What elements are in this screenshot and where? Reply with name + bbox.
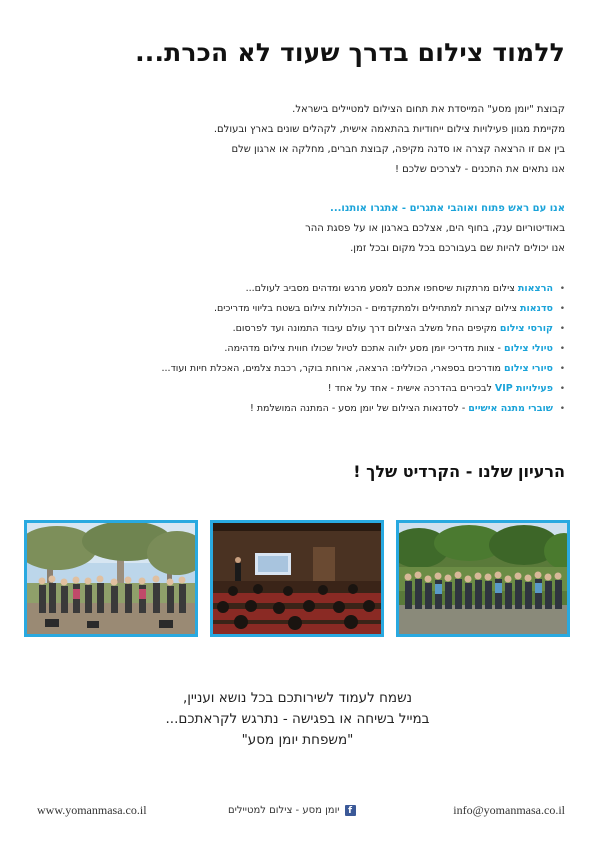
bullet-icon: • — [559, 404, 565, 414]
credit-heading: הרעיון שלנו - הקרדיט שלך ! — [353, 462, 565, 481]
bullet-icon: • — [559, 304, 565, 314]
service-description: - צוות מדריכי יומן מסע ילווה אתכם לטיול שכולו חווית צילום מדהימה. — [224, 343, 505, 354]
service-description: מקיפים החל משלב הצילום דרך עולם עיבוד התמונה ועד לפרסום. — [232, 323, 500, 334]
service-item — [25, 339, 565, 359]
group-outdoor-image — [27, 523, 195, 634]
service-name: טיולי צילום — [504, 343, 553, 354]
photo-lecture-hall — [210, 520, 384, 637]
service-item — [25, 279, 565, 299]
service-description: צילום מרתקות שיסחפו אתכם למסע מרגש ומדהים מסביב לעולם... — [245, 283, 518, 294]
intro-line: מקיימת מגוון פעילויות צילום ייחודיות בהתאמה אישית, לקהלים שונים בארץ ובעולם. — [213, 124, 565, 135]
service-name: פעילויות VIP — [494, 383, 553, 394]
lecture-hall-image — [213, 523, 381, 634]
intro-paragraph — [25, 100, 565, 180]
bullet-icon: • — [559, 364, 565, 374]
email-link[interactable]: info@yomanmasa.co.il — [453, 803, 565, 817]
service-name: סדנאות — [519, 303, 553, 314]
service-name: שוברי מתנה אישיים — [468, 403, 553, 414]
service-description: מודרכים בספארי, הכוללים: הרצאה, ארוחת בוקר, רכבת צלמים, האכלת חיות ועוד... — [161, 363, 505, 374]
open-mind-heading: אנו עם ראש פתוח ואוהבי אתגרים - אתגרו אותנו... — [330, 203, 565, 214]
service-description: לבכירים בהדרכה אישית - אחד על אחד ! — [327, 383, 495, 394]
website-link[interactable]: www.yomanmasa.co.il — [37, 803, 147, 817]
page-title: ללמוד צילום בדרך שעוד לא הכרת... — [135, 38, 565, 67]
open-mind-section — [25, 199, 565, 259]
bullet-icon: • — [559, 324, 565, 334]
closing-line: במייל בשיחה או בפגישה - נתרגש לקראתכם... — [165, 711, 430, 727]
bullet-icon: • — [559, 344, 565, 354]
service-item — [25, 359, 565, 379]
services-list — [25, 279, 565, 419]
service-item — [25, 399, 565, 419]
photo-group-outdoor — [24, 520, 198, 637]
facebook-page-name: יומן מסע - צילום למטיילים — [228, 805, 340, 816]
intro-line: בין אם זו הרצאה קצרה או סדנה מקיפה, קבוצת חברים, מחלקה או ארגון שלם — [231, 144, 565, 155]
intro-line: אנו נתאים את התכנים - לצרכים שלכם ! — [394, 164, 565, 175]
service-item — [25, 319, 565, 339]
service-description: - לסדנאות הצילום של יומן מסע - המתנה המושלמת ! — [249, 403, 469, 414]
intro-line: קבוצת "יומן מסע" המייסדת את תחום הצילום למטיילים בישראל. — [292, 104, 565, 115]
closing-line: נשמח לעמוד לשירותכם בכל נושא ועניין, — [182, 690, 413, 706]
closing-signature: "משפחת יומן מסע" — [241, 732, 354, 748]
service-name: קורסי צילום — [499, 323, 553, 334]
photo-group-garden — [396, 520, 570, 637]
facebook-link[interactable] — [228, 805, 356, 816]
open-mind-line: באודיטוריום ענק, בחוף הים, אצלכם בארגון או על פסגת ההר — [305, 223, 565, 234]
service-name: סיורי צילום — [504, 363, 553, 374]
bullet-icon: • — [559, 384, 565, 394]
closing-message — [0, 688, 595, 751]
service-description: צילום קצרות למתחילים ולמתקדמים - הכוללות צילום בשטח בליווי מדריכים. — [213, 303, 520, 314]
facebook-icon: f — [345, 805, 356, 816]
group-garden-image — [399, 523, 567, 634]
service-name: הרצאות — [517, 283, 553, 294]
service-item — [25, 299, 565, 319]
bullet-icon: • — [559, 284, 565, 294]
service-item — [25, 379, 565, 399]
open-mind-line: אנו יכולים להיות שם בעבורכם בכל מקום ובכל זמן. — [350, 243, 565, 254]
